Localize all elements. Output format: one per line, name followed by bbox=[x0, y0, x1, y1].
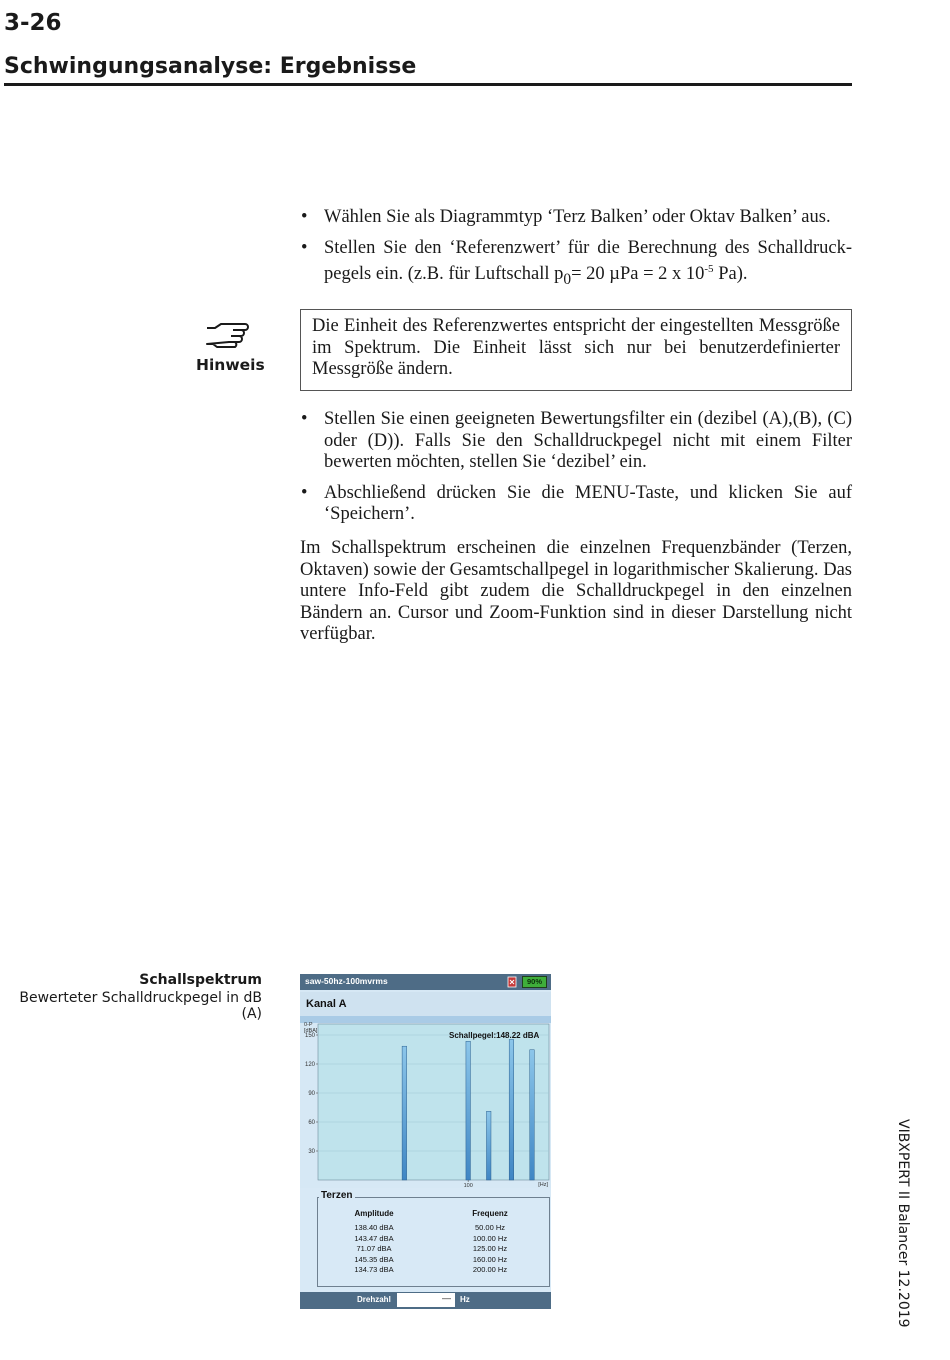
y-axis-label-line: 0-P bbox=[304, 1022, 313, 1028]
chart-header-strip bbox=[300, 1016, 551, 1023]
figure-subtitle: Bewerteter Schalldruckpegel in dB (A) bbox=[19, 990, 262, 1022]
bullet-item bbox=[300, 483, 852, 526]
figure-title: Schallspektrum bbox=[139, 972, 262, 988]
channel-bar bbox=[300, 992, 551, 1016]
frequency-value: 125.00 Hz bbox=[472, 1244, 508, 1253]
bullet-list-bottom bbox=[300, 409, 852, 535]
battery-indicator: 90% bbox=[522, 976, 547, 988]
rpm-value: — bbox=[442, 1293, 451, 1303]
channel-label: Kanal A bbox=[306, 998, 347, 1010]
y-tick-label: 30 bbox=[308, 1149, 315, 1155]
y-tick-label: 90 bbox=[308, 1091, 315, 1097]
measurement-name: saw-50hz-100mvrms bbox=[305, 976, 388, 986]
frequency-value: 160.00 Hz bbox=[472, 1254, 508, 1264]
frequency-header: Frequenz bbox=[472, 1209, 508, 1218]
frequency-value: 50.00 Hz bbox=[474, 1223, 506, 1232]
plot-area bbox=[318, 1024, 549, 1180]
frequency-value: 100.00 Hz bbox=[472, 1233, 508, 1243]
y-tick-label: 120 bbox=[304, 1062, 315, 1068]
note-text: Die Einheit des Referenzwertes entspricht der eingestellten Messgröße im Spektrum. Die Einheit lässt sich nur bei benutzerdefinierter Messgröße ändern. bbox=[312, 316, 840, 379]
x-unit-label: [Hz] bbox=[538, 1182, 548, 1188]
frequency-value: 200.00 Hz bbox=[472, 1265, 508, 1274]
rpm-input[interactable] bbox=[397, 1293, 455, 1307]
info-panel bbox=[300, 1188, 551, 1292]
y-tick-label: 60 bbox=[308, 1120, 315, 1126]
amplitude-value: 145.35 dBA bbox=[354, 1254, 394, 1264]
amplitude-header: Amplitude bbox=[354, 1209, 394, 1218]
y-tick-label: 150 bbox=[304, 1033, 315, 1039]
subscript: 0 bbox=[563, 270, 572, 288]
page-number: 3-26 bbox=[4, 10, 62, 36]
superscript: -5 bbox=[704, 263, 714, 275]
bullet-text-end: Pa). bbox=[713, 264, 748, 285]
amplitude-column bbox=[334, 1209, 414, 1276]
info-title: Terzen bbox=[321, 1190, 353, 1201]
x-tick-label: 100 bbox=[463, 1183, 473, 1188]
bullet-item bbox=[300, 207, 852, 229]
amplitude-value: 71.07 dBA bbox=[356, 1244, 392, 1253]
note-box bbox=[300, 309, 852, 391]
sound-spectrum-chart bbox=[300, 1016, 551, 1188]
bullet-text: Wählen Sie als Diagrammtyp ‘Terz Balken’ oder Oktav Balken’ aus. bbox=[324, 207, 831, 227]
y-axis-label-line: [dBA] bbox=[304, 1028, 318, 1034]
device-bottombar bbox=[300, 1292, 551, 1309]
bullet-text-cont: = 20 µPa = 2 x 10 bbox=[571, 264, 705, 285]
note-label: Hinweis bbox=[196, 356, 265, 374]
spectrum-bar bbox=[530, 1050, 535, 1180]
bullet-item bbox=[300, 409, 852, 474]
alarm-icon bbox=[507, 976, 517, 988]
body-paragraph: Im Schallspektrum erscheinen die einzelnen Frequenzbänder (Terzen, Oktaven) sowie der Gesamtschallpegel in logarithmischer Skalierung. Das untere Info-Feld gibt zudem die Schalldruckpegel in den einzelnen Bändern an. Cursor und Zoom-Funktion sind in dieser Darstellung nicht verfügbar. bbox=[300, 538, 852, 644]
bullet-text: Stellen Sie den ‘Referenzwert’ für die Berechnung des Schalldruck-pegels ein. (z.B. für Luftschall p bbox=[324, 237, 852, 285]
spectrum-bar bbox=[509, 1039, 514, 1180]
bullet-text: Stellen Sie einen geeigneten Bewertungsfilter ein (dezibel (A),(B), (C) oder (D)). Falls Sie den Schalldruckpegel nicht mit einem Filter bewerten möchten, stellen Sie ‘dezibel’ ein. bbox=[324, 409, 852, 472]
device-topbar bbox=[300, 974, 551, 990]
total-level-annotation: Schallpegel:148.22 dBA bbox=[449, 1031, 540, 1040]
bullet-text: Abschließend drücken Sie die MENU-Taste, und klicken Sie auf ‘Speichern’. bbox=[324, 482, 852, 524]
bullet-list-top bbox=[300, 207, 852, 299]
header-rule bbox=[4, 83, 852, 86]
section-title: Schwingungsanalyse: Ergebnisse bbox=[4, 54, 417, 79]
frequency-column bbox=[450, 1209, 530, 1276]
amplitude-value: 138.40 dBA bbox=[354, 1223, 394, 1232]
rpm-label: Drehzahl bbox=[357, 1295, 391, 1304]
amplitude-value: 143.47 dBA bbox=[354, 1233, 394, 1243]
spectrum-bar bbox=[466, 1041, 471, 1180]
pointing-hand-icon bbox=[203, 318, 259, 348]
rpm-unit: Hz bbox=[460, 1295, 470, 1304]
footer-product-version: VIBXPERT II Balancer 12.2019 bbox=[895, 1119, 911, 1328]
amplitude-value: 134.73 dBA bbox=[354, 1265, 394, 1274]
spectrum-bar bbox=[486, 1111, 491, 1180]
bullet-item bbox=[300, 238, 852, 291]
device-screen bbox=[300, 974, 551, 1309]
spectrum-bar bbox=[402, 1046, 407, 1180]
